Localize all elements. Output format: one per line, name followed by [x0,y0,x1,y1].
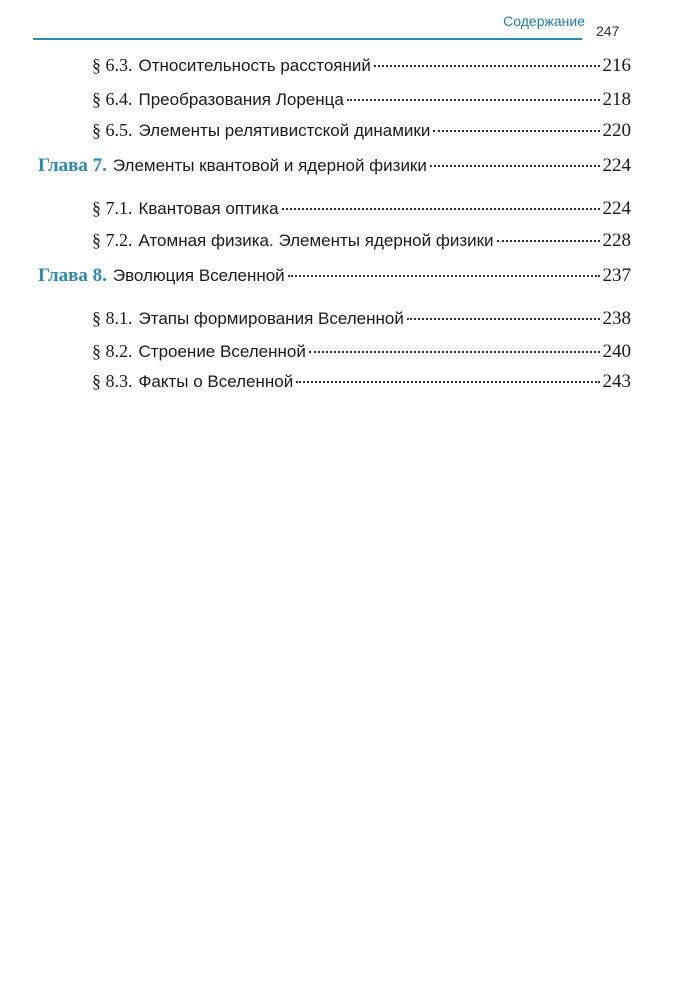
page-ref: 243 [602,371,631,392]
toc-entry-8-3[interactable] [92,369,631,394]
dot-leader [407,318,600,320]
page-ref: 224 [602,155,631,176]
toc-chapter-7[interactable] [38,154,631,178]
toc-entry-6-3[interactable] [92,53,631,78]
toc-entry-8-1[interactable] [92,306,631,331]
toc-entry-6-4[interactable] [92,87,631,112]
dot-leader [309,351,600,353]
section-number: § 7.1. [92,198,133,218]
section-title: Квантовая оптика [138,199,279,218]
section-title: Атомная физика. Элементы ядерной физики [138,231,494,250]
section-title: Преобразования Лоренца [138,90,344,109]
page-ref: 237 [602,265,631,286]
toc-entry-7-1[interactable] [92,196,631,221]
page-ref: 218 [602,89,631,110]
section-title: Элементы релятивистской динамики [138,121,431,140]
section-number: § 8.1. [92,308,133,328]
dot-leader [497,240,600,242]
section-number: § 6.4. [92,89,133,109]
dot-leader [433,130,599,132]
toc-chapter-8[interactable] [38,264,631,288]
chapter-title: Элементы квантовой и ядерной физики [112,156,427,175]
toc-entry-7-2[interactable] [92,228,631,253]
section-number: § 8.2. [92,341,133,361]
toc-entry-6-5[interactable] [92,118,631,143]
header-rule [33,38,582,40]
dot-leader [288,275,600,277]
page-ref: 240 [602,341,631,362]
section-number: § 8.3. [92,371,133,391]
running-header-title: Содержание [503,13,585,29]
page-ref: 216 [602,55,631,76]
page-ref: 238 [602,308,631,329]
chapter-title: Эволюция Вселенной [112,266,285,285]
section-number: § 7.2. [92,230,133,250]
dot-leader [430,165,600,167]
dot-leader [296,381,599,383]
dot-leader [374,65,600,67]
section-title: Относительность расстояний [138,56,371,75]
section-title: Строение Вселенной [138,342,306,361]
toc-entry-8-2[interactable] [92,339,631,364]
section-title: Этапы формирования Вселенной [138,309,404,328]
chapter-label: Глава 7. [38,155,107,176]
page-ref: 220 [602,120,631,141]
chapter-label: Глава 8. [38,265,107,286]
dot-leader [347,99,600,101]
dot-leader [282,208,600,210]
page-number: 247 [596,23,620,39]
page-ref: 228 [602,230,631,251]
section-number: § 6.5. [92,120,133,140]
page-ref: 224 [602,198,631,219]
section-number: § 6.3. [92,55,133,75]
section-title: Факты о Вселенной [138,372,294,391]
